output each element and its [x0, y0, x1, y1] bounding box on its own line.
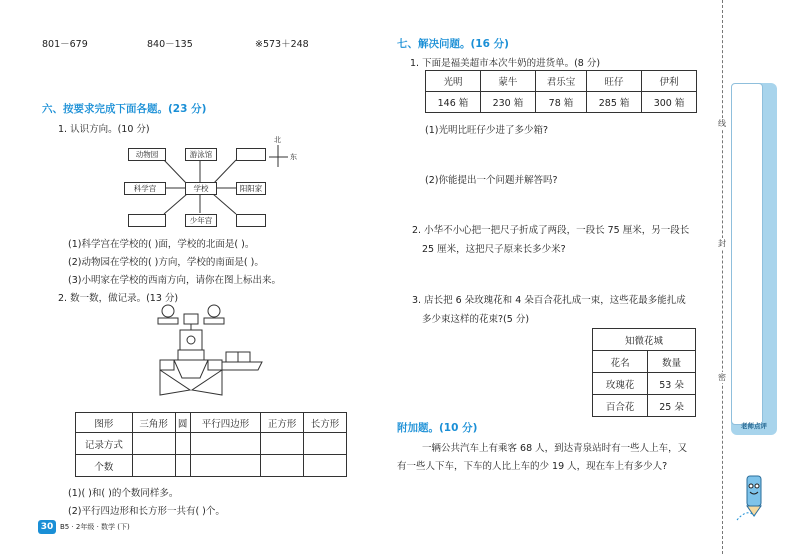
row-label: 记录方式	[76, 433, 133, 455]
cut-line	[722, 0, 723, 554]
count-header: 三角形	[132, 413, 175, 433]
flower-count: 25 朵	[648, 395, 696, 417]
row-label: 个数	[76, 455, 133, 477]
milk-value: 300 箱	[642, 92, 697, 113]
milk-value: 146 箱	[426, 92, 481, 113]
flower-table	[592, 328, 696, 417]
q1-line1: (1)科学宫在学校的( )面，学校的北面是( )。	[68, 239, 255, 250]
seal-feng: 封	[718, 239, 726, 248]
flower-header: 数量	[648, 351, 696, 373]
pencil-mascot-icon	[735, 472, 775, 522]
map-zoo: 动物园	[128, 148, 166, 161]
seal-mi: 密	[718, 373, 726, 382]
bonus-line2: 有一些人下车，下车的人比上车的少 19 人，现在车上有多少人?	[397, 461, 668, 472]
east-label: 东	[290, 153, 297, 161]
section7-title: 七、解决问题。(16 分)	[397, 38, 509, 50]
count-cell[interactable]	[304, 433, 347, 455]
flower-header: 花名	[593, 351, 648, 373]
teacher-comment-panel	[731, 83, 777, 435]
map-se-box[interactable]	[236, 214, 266, 227]
milk-brand: 光明	[426, 71, 481, 92]
milk-table	[425, 70, 697, 113]
milk-brand: 君乐宝	[535, 71, 586, 92]
expr-3: ※573＋248	[255, 39, 309, 50]
map-gym: 游泳馆	[185, 148, 217, 161]
q7-3-line2: 多少束这样的花束?(5 分)	[422, 314, 530, 325]
count-cell[interactable]	[175, 433, 190, 455]
count-cell[interactable]	[132, 433, 175, 455]
expr-2: 840－135	[147, 39, 193, 50]
count-header: 图形	[76, 413, 133, 433]
q1-title: 1. 认识方向。(10 分)	[58, 124, 150, 135]
q2-title: 2. 数一数，做记录。(13 分)	[58, 293, 179, 304]
teacher-comment-box[interactable]	[731, 83, 763, 425]
q7-1a: (1)光明比旺仔少进了多少箱?	[425, 125, 548, 136]
count-header: 圆	[175, 413, 190, 433]
count-header: 正方形	[261, 413, 304, 433]
q1-line2: (2)动物园在学校的( )方向，学校的南面是( )。	[68, 257, 264, 268]
milk-value: 78 箱	[535, 92, 586, 113]
q7-3-line1: 3. 店长把 6 朵玫瑰花和 4 朵百合花扎成一束，这些花最多能扎成	[412, 295, 686, 306]
teacher-comment-label: 老师点评	[741, 422, 767, 430]
count-header: 平行四边形	[190, 413, 260, 433]
flower-name: 玫瑰花	[593, 373, 648, 395]
count-cell[interactable]	[175, 455, 190, 477]
bonus-title: 附加题。(10 分)	[397, 422, 478, 434]
q7-1b: (2)你能提出一个问题并解答吗?	[425, 175, 558, 186]
map-science: 科学宫	[124, 182, 166, 195]
seal-xian: 线	[718, 119, 726, 128]
count-cell[interactable]	[190, 455, 260, 477]
q7-2-line1: 2. 小华不小心把一把尺子折成了两段，一段长 75 厘米，另一段长	[412, 225, 690, 236]
map-sw-box[interactable]	[128, 214, 166, 227]
count-cell[interactable]	[132, 455, 175, 477]
milk-brand: 伊利	[642, 71, 697, 92]
north-label: 北	[274, 136, 281, 144]
map-yang-home: 阳阳家	[236, 182, 266, 195]
count-cell[interactable]	[261, 455, 304, 477]
bonus-line1: 一辆公共汽车上有乘客 68 人，到达青泉站时有一些人上车，又	[422, 443, 688, 454]
page-number: 30	[38, 520, 56, 534]
flower-count: 53 朵	[648, 373, 696, 395]
direction-map-lines	[0, 0, 400, 240]
milk-brand: 旺仔	[587, 71, 642, 92]
count-cell[interactable]	[304, 455, 347, 477]
q2-line2: (2)平行四边形和长方形一共有( )个。	[68, 506, 225, 517]
count-header: 长方形	[304, 413, 347, 433]
q2-line1: (1)( )和( )的个数同样多。	[68, 488, 179, 499]
q1-line3: (3)小明家在学校的西南方向，请你在图上标出来。	[68, 275, 281, 286]
q7-2-line2: 25 厘米，这把尺子原来长多少米?	[422, 244, 566, 255]
flower-name: 百合花	[593, 395, 648, 417]
map-ne-box[interactable]	[236, 148, 266, 161]
milk-value: 230 箱	[480, 92, 535, 113]
count-cell[interactable]	[190, 433, 260, 455]
count-cell[interactable]	[261, 433, 304, 455]
milk-brand: 蒙牛	[480, 71, 535, 92]
map-youth: 少年宫	[185, 214, 217, 227]
milk-value: 285 箱	[587, 92, 642, 113]
map-school: 学校	[185, 182, 217, 195]
robot-figure	[150, 300, 300, 405]
count-table	[75, 412, 347, 477]
book-info: B5 · 2年级 · 数学 (下)	[60, 523, 130, 531]
section6-title: 六、按要求完成下面各题。(23 分)	[42, 103, 207, 115]
q7-1-title: 1. 下面是福美超市本次牛奶的进货单。(8 分)	[410, 58, 601, 69]
flower-shop-name: 知微花城	[593, 329, 696, 351]
expr-1: 801－679	[42, 39, 88, 50]
